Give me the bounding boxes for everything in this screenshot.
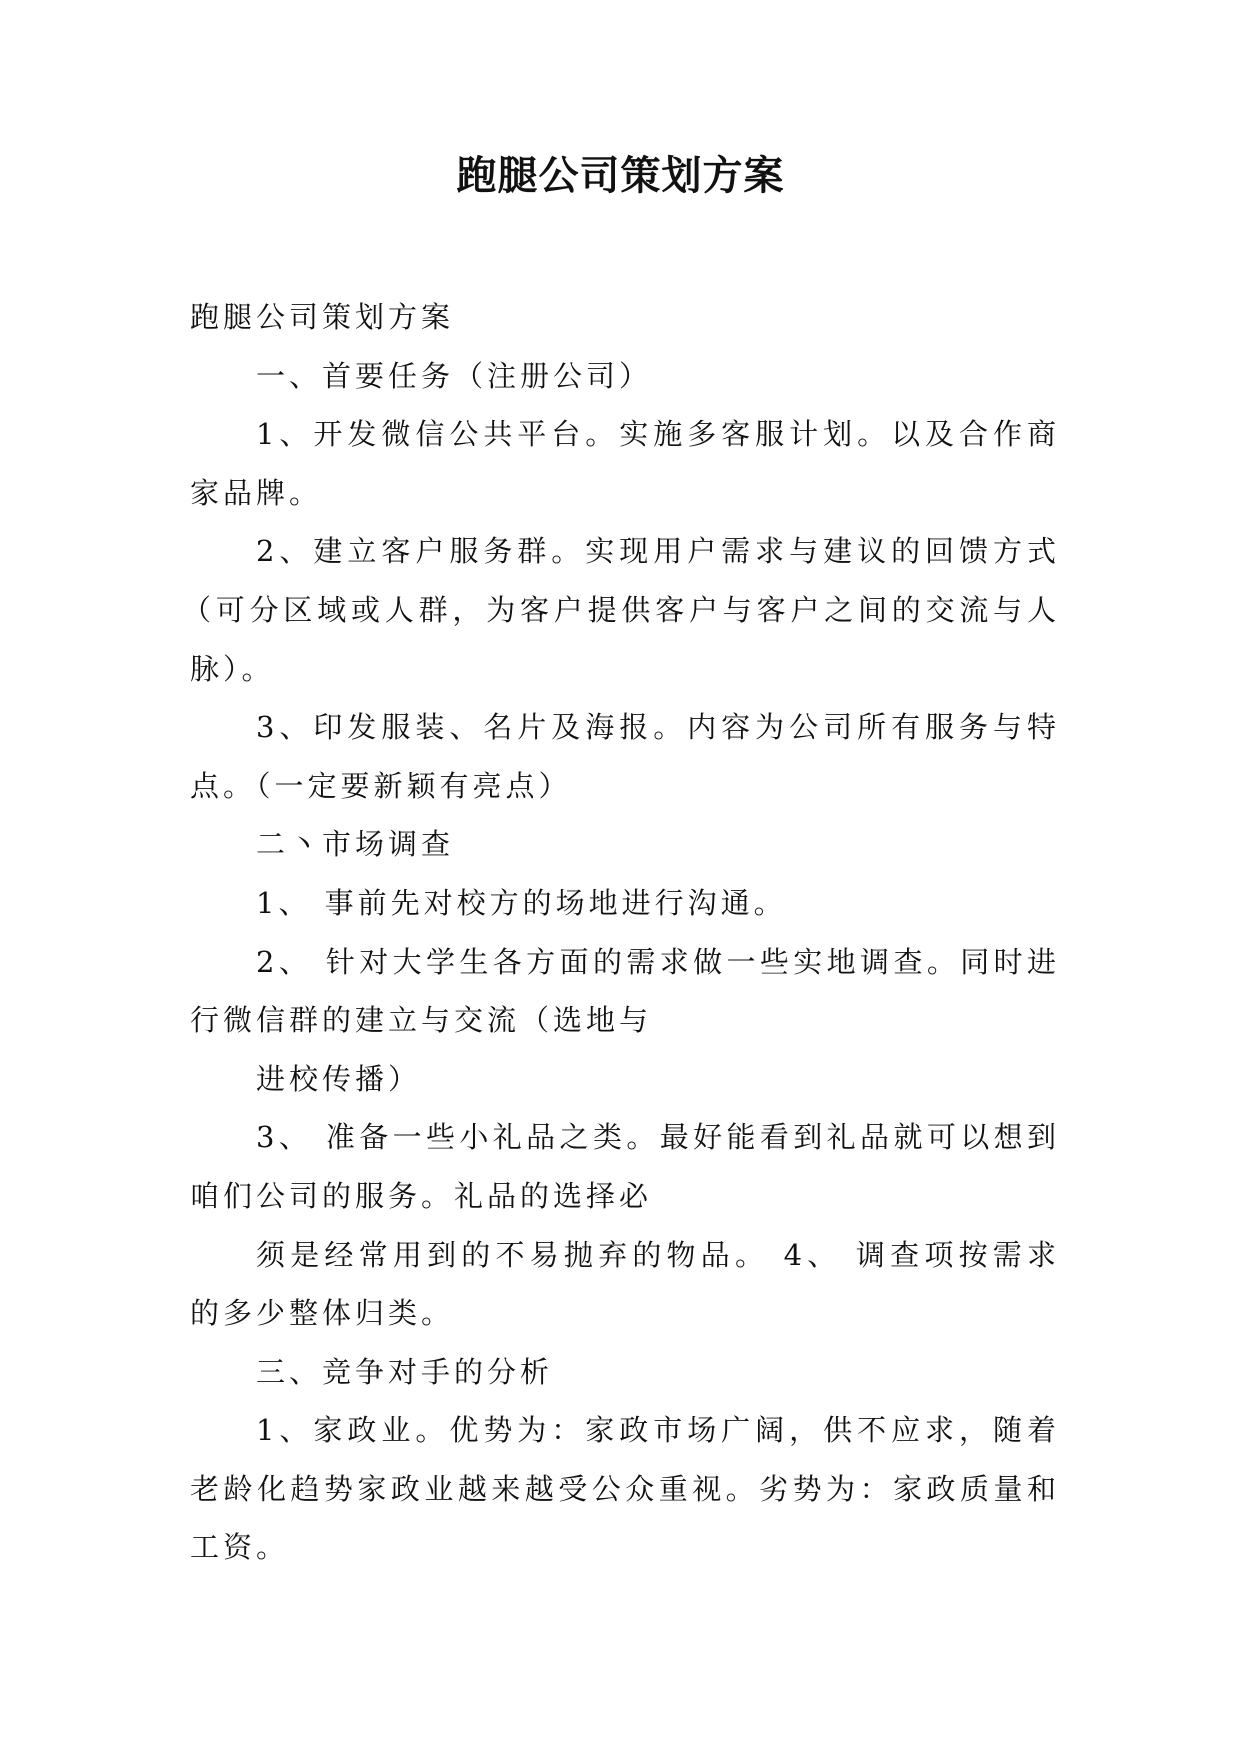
body-line: 进校传播） (256, 1061, 422, 1096)
body-line: 3、印发服装、名片及海报。内容为公司所有服务与特 (256, 710, 1060, 745)
body-line: 1、 事前先对校方的场地进行沟通。 (256, 885, 787, 920)
body-line: 点。（一定要新颖有亮点） (190, 768, 572, 803)
body-line: 家品牌。 (190, 475, 323, 510)
section-heading: 一、首要任务（注册公司） (256, 358, 653, 393)
body-line: 须是经常用到的不易抛弃的物品。 4、 调查项按需求 (256, 1237, 1060, 1272)
document-title: 跑腿公司策划方案 (456, 152, 785, 199)
body-line: 2、建立客户服务群。实现用户需求与建议的回馈方式 (256, 534, 1060, 569)
body-line: 3、 准备一些小礼品之类。最好能看到礼品就可以想到 (256, 1120, 1060, 1155)
body-line: 咱们公司的服务。礼品的选择必 (190, 1178, 653, 1213)
body-line: 老龄化趋势家政业越来越受公众重视。劣势为：家政质量和 (190, 1471, 1060, 1506)
body-line: 2、 针对大学生各方面的需求做一些实地调查。同时进 (256, 944, 1060, 979)
section-heading: 三、竞争对手的分析 (256, 1354, 554, 1389)
body-line: （可分区域或人群，为客户提供客户与客户之间的交流与人 (182, 592, 1060, 627)
body-line: 的多少整体归类。 (190, 1296, 455, 1331)
body-line: 行微信群的建立与交流（选地与 (190, 1003, 653, 1038)
body-line: 脉）。 (190, 651, 275, 686)
section-heading: 二丶市场调查 (256, 827, 455, 862)
body-line: 工资。 (190, 1530, 290, 1565)
document-body (182, 288, 1060, 1577)
body-line: 1、家政业。优势为：家政市场广阔，供不应求，随着 (256, 1413, 1060, 1448)
body-line: 跑腿公司策划方案 (190, 300, 455, 334)
body-line: 1、开发微信公共平台。实施多客服计划。以及合作商 (256, 417, 1060, 452)
